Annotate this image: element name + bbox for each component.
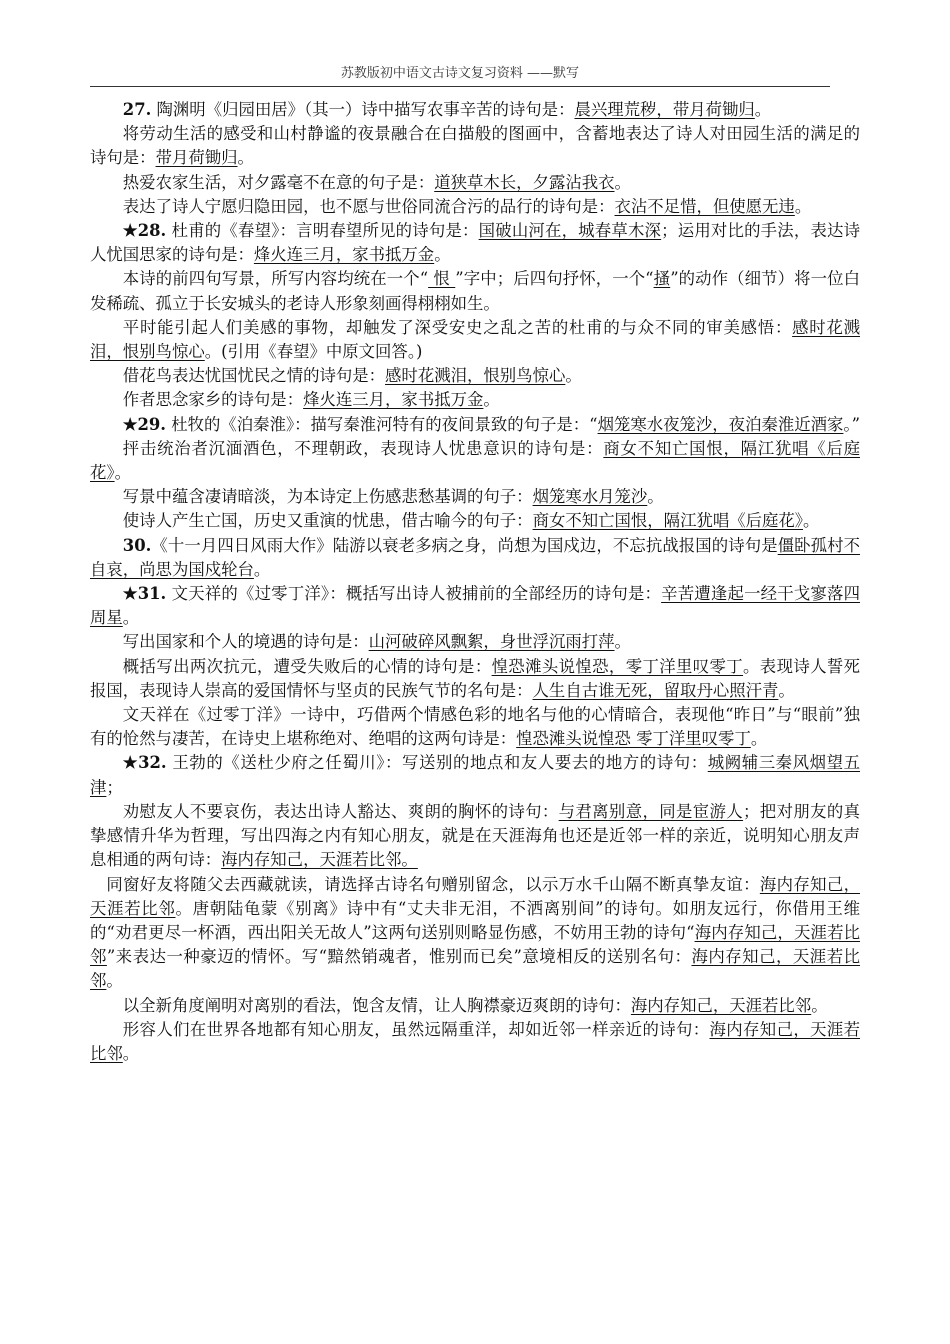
paragraph [90,1018,860,1066]
answer-text: 恨 [428,269,456,289]
paragraph [90,364,860,388]
paragraph [90,582,860,630]
paragraph [90,388,860,412]
question-text: ；运用对比的手法，表达诗人忧国思家的诗句是： [90,221,861,265]
paragraph [90,98,860,122]
question-text: 表达了诗人宁愿归隐田园，也不愿与世俗同流合污的品行的诗句是： [122,196,615,216]
answer-text: 商女不知亡国恨，隔江犹唱《后庭花》 [532,511,804,531]
question-text: 概括写出两次抗元，遭受失败后的心情的诗句是： [122,656,492,676]
answer-text: 惶恐滩头说惶恐，零丁洋里叹零丁 [491,656,744,676]
item-number: ★31. [122,584,167,604]
paragraph [90,413,860,437]
question-text: 。 [106,971,123,991]
item-number: ★28. [122,221,167,241]
answer-text: 海内存知己，天涯若比邻 [90,874,861,918]
paragraph [90,655,860,703]
question-text: 。 [614,172,631,192]
answer-text: 商女不知亡国恨，隔江犹唱《后庭花》 [90,438,861,483]
question-text: 作者思念家乡的诗句是： [122,390,304,410]
answer-text: 海内存知己，天涯若比邻 [630,995,812,1015]
paragraph [90,994,860,1018]
paragraph [90,267,860,315]
answer-text: 国破山河在，城春草木深 [478,221,662,241]
answer-text: 道狭草木长，夕露沾我衣 [434,172,615,192]
question-text: 。 [754,100,772,119]
question-text: 陶渊明《归园田居》（其一）诗中描写农事辛苦的诗句是： [151,100,575,119]
question-text: 。(引用《春望》中原文回答。) [204,342,423,362]
answer-text: 带月荷锄归 [155,148,238,168]
question-text: 。 [237,148,254,168]
question-text: 将劳动生活的感受和山村静谧的夜景融合在白描般的图画中，含蓄地表达了诗人对田园生活的满足的诗句是： [90,124,860,168]
answer-text: 烽火连三月，家书抵万金 [303,390,484,410]
answer-text: 烟笼寒水月笼沙 [532,487,648,507]
answer-text: 海内存知己，天涯若比邻。 [221,850,418,870]
question-text: 形容人们在世界各地都有知心朋友，虽然远隔重洋，却如近邻一样亲近的诗句： [122,1019,710,1039]
question-text: 。 [483,390,500,410]
answer-text: 烟笼寒水夜笼沙，夜泊秦淮近酒家 [597,414,844,434]
question-text: ； [106,777,123,797]
question-text: 。 [778,680,795,700]
paragraph [90,485,860,509]
paragraph [90,800,860,873]
paragraph [90,171,860,195]
page-header: 苏教版初中语文古诗文复习资料 ——默写 [90,64,830,87]
item-number: 30. [122,535,152,555]
question-text: 。表现诗人誓死报国，表现诗人崇高的爱国情怀与坚贞的民族气节的名句是： [90,656,861,700]
question-text: 劝慰友人不要哀伤，表达出诗人豁达、爽朗的胸怀的诗句： [122,801,559,821]
question-text: 。 [114,463,131,483]
answer-text: 海内存知己，天涯若比邻 [90,947,861,991]
question-text: 写出国家和个人的境遇的诗句是： [122,632,369,652]
question-text: 。 [434,245,451,265]
question-text: 《十一月四日风雨大作》陆游以衰老多病之身，尚想为国戍边，不忘抗战报国的诗句是 [151,535,778,555]
paragraph [90,437,860,485]
question-text: 杜牧的《泊秦淮》：描写秦淮河特有的夜间景致的句子是：“ [166,414,598,434]
answer-text: 惶恐滩头说惶恐 零丁洋里叹零丁 [516,729,751,749]
question-text: 。 [565,366,582,386]
paragraph [90,873,860,994]
question-text: 以全新角度阐明对离别的看法，饱含友情，让人胸襟豪迈爽朗的诗句： [122,995,631,1015]
paragraph [90,534,860,582]
question-text: 。 [794,196,812,216]
paragraph [90,316,860,364]
question-text: 写景中蕴含凄请暗淡，为本诗定上伤感悲愁基调的句子： [122,487,533,507]
question-text: 文天祥的《过零丁洋》：概括写出诗人被捕前的全部经历的诗句是： [166,584,662,604]
item-number: 27. [122,100,152,119]
answer-text: 与君离别意，同是宦游人 [558,801,744,821]
question-text: ”来表达一种豪迈的情怀。写“黯然销魂者，惟别而已矣”意境相反的送别名句： [106,947,692,967]
answer-text: 搔 [653,269,671,289]
question-text: 。” [843,414,860,434]
question-text: ”的动作（细节）将一位白发稀疏、孤立于长安城头的老诗人形象刻画得栩栩如生。 [90,269,861,313]
answer-text: 人生自古谁无死，留取丹心照汗青 [532,680,779,700]
question-text: ；把对朋友的真挚感情升华为哲理，写出四海之内有知心朋友，就是在天涯海角也还是近邻一样的亲近，说明知心朋友声息相通的两句诗： [90,801,861,870]
answer-text: 烽火连三月，家书抵万金 [253,245,435,265]
document-body [90,98,860,1066]
question-text: 同窗好友将随父去西藏就读，请选择古诗名句赠别留念，以示万水千山隔不断真挚友谊： [106,874,760,894]
paragraph [90,751,860,799]
paragraph [90,219,860,267]
answer-text: 感时花溅泪，恨别鸟惊心 [385,366,566,386]
question-text: 。 [750,729,768,749]
question-text: 。 [253,559,271,579]
question-text: 抨击统治者沉湎酒色，不理朝政，表现诗人忧患意识的诗句是： [122,438,604,458]
answer-text: 感时花溅泪，恨别鸟惊心 [90,317,861,362]
question-text: 平时能引起人们美感的事物，却触发了深受安史之乱之苦的杜甫的与众不同的审美感悟： [122,317,793,337]
item-number: ★32. [122,753,167,773]
question-text: 。 [122,608,140,628]
answer-text: 海内存知己，天涯若比邻 [90,1019,861,1063]
answer-text: 辛苦遭逢起一经干戈寥落四周星 [90,584,861,628]
question-text: 杜甫的《春望》：言明春望所见的诗句是： [166,221,479,241]
question-text: 文天祥在《过零丁洋》一诗中，巧借两个情感色彩的地名与他的心情暗合，表现他“昨日”与“眼前”独有的怆然与凄苦，在诗史上堪称绝对、绝唱的这两句诗是： [90,705,860,749]
question-text: 。 [803,511,820,531]
answer-text: 僵卧孤村不自哀，尚思为国戍轮台 [90,535,861,579]
paragraph [90,630,860,654]
question-text: ”字中；后四句抒怀，一个“ [455,269,654,289]
answer-text: 衣沾不足惜，但使愿无违 [614,196,795,216]
answer-text: 城阙辅三秦风烟望五津 [90,753,861,797]
question-text: 王勃的《送杜少府之任蜀川》：写送别的地点和友人要去的地方的诗句： [166,753,708,773]
answer-text: 海内存知己，天涯若比邻 [90,922,861,967]
paragraph [90,122,860,170]
paragraph [90,703,860,751]
question-text: 。 [647,487,664,507]
item-number: ★29. [122,414,167,434]
question-text: 热爱农家生活，对夕露毫不在意的句子是： [122,172,435,192]
paragraph [90,195,860,219]
question-text: 。 [614,632,631,652]
question-text: 。 [811,995,828,1015]
question-text: 。 [122,1043,140,1063]
question-text: 使诗人产生亡国，历史又重演的忧患，借古喻今的句子： [122,511,533,531]
question-text: 借花鸟表达忧国忧民之情的诗句是： [122,366,386,386]
answer-text: 晨兴理荒秽，带月荷锄归 [574,100,755,119]
answer-text: 山河破碎风飘絮，身世浮沉雨打萍 [368,632,615,652]
question-text: 本诗的前四句写景，所写内容均统在一个“ [122,269,429,289]
paragraph [90,509,860,533]
question-text: 。唐朝陆龟蒙《别离》诗中有“丈夫非无泪，不洒离别间”的诗句。如朋友远行，你借用王维的“劝君更尽一杯酒，西出阳关无故人”这两句送别则略显伤感，不妨用王勃的诗句“ [90,898,860,942]
